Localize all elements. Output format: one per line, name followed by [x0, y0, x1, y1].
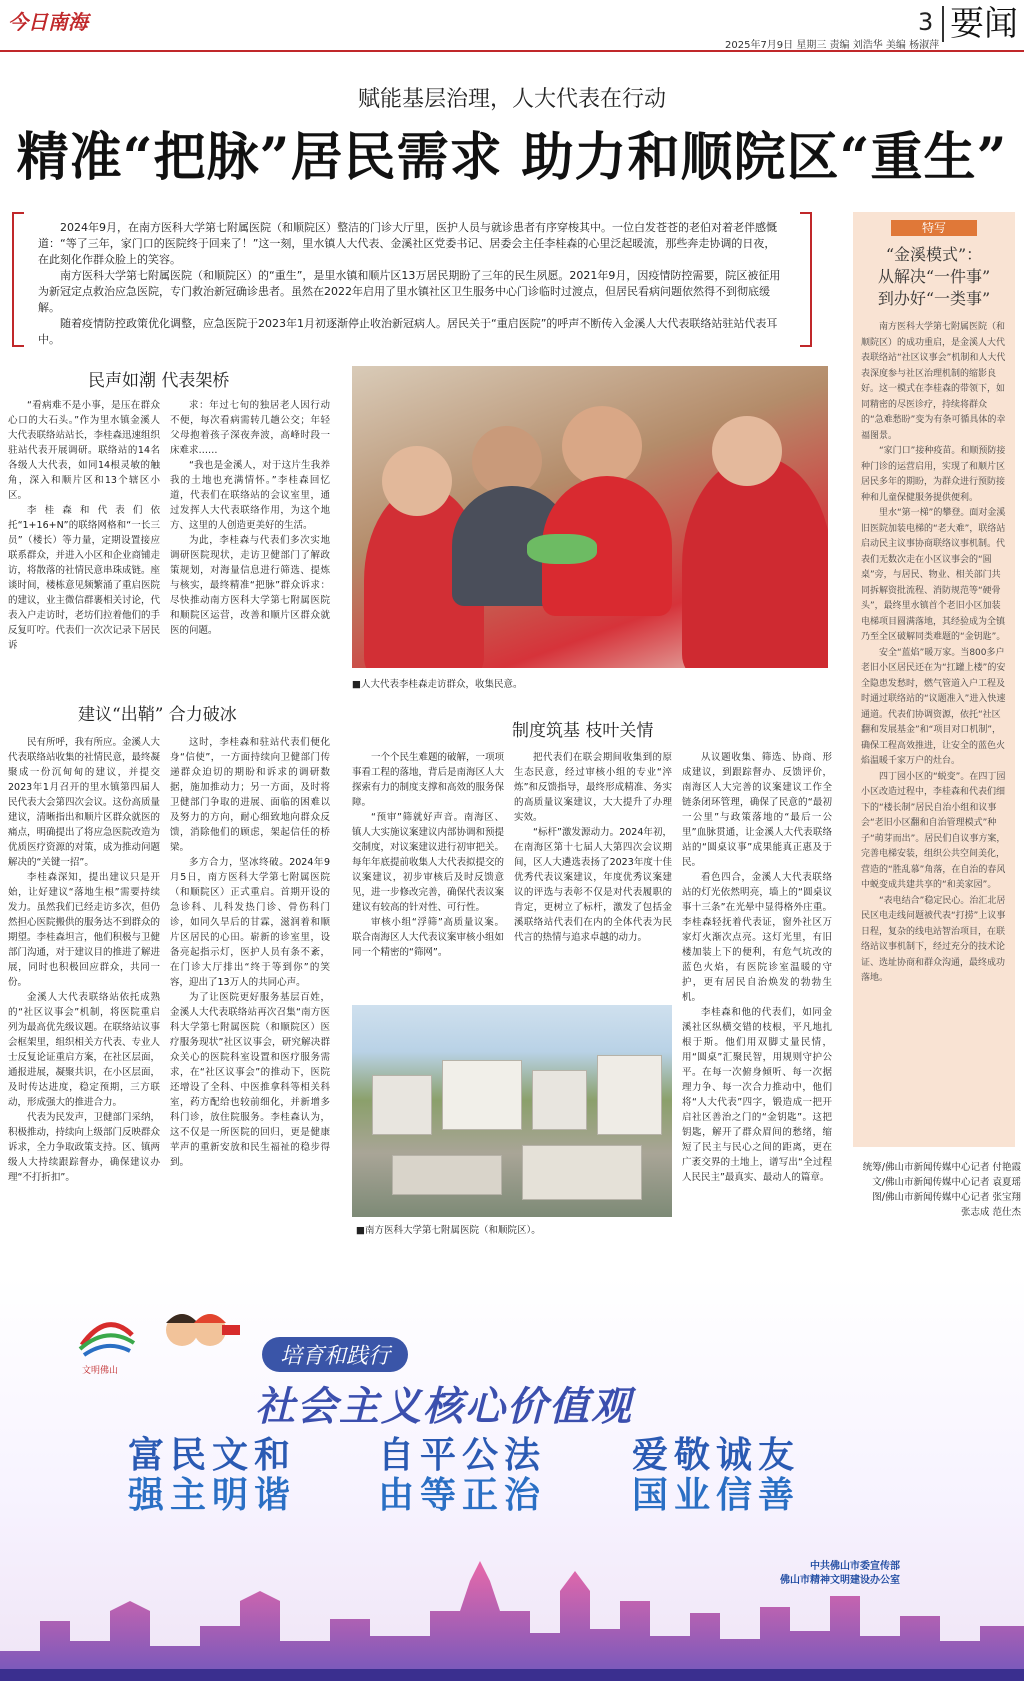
feature-title-line: “金溪模式”： [885, 245, 983, 264]
photo-hospital-aerial [352, 1005, 672, 1217]
feature-paragraph: 里水“第一梯”的攀登。面对金溪旧医院加装电梯的“老大难”，联络站启动民主议事协商联络议事机制。代表们无数次走在小区议事会的“圆桌”旁，与居民、物业、相关部门共同拆解资批流程、消防规范等“硬骨头”，最终里水镇首个老旧小区加装电梯项目圆满落地，其经验成为全镇乃至全区破解同类难题的“金钥匙”。 [861, 508, 1006, 642]
value-word: 友 善 [758, 1434, 795, 1516]
issue-line: 2025年7月9日 星期三 责编 刘浩华 美编 杨淑萍 [725, 40, 940, 51]
org-line: 佛山市精神文明建设办公室 [780, 1575, 900, 1586]
credit-line: 统筹/佛山市新闻传媒中心记者 付艳霞 [862, 1162, 1021, 1173]
values-group-individual [632, 1435, 794, 1515]
lead-paragraph: 随着疫情防控政策优化调整，应急医院于2023年1月初逐渐停止收治新冠病人。居民关于“重启医院”的呼声不断传入金溪人大代表联络站驻站代表耳中。 [38, 317, 778, 346]
org-line: 中共佛山市委宣传部 [810, 1561, 900, 1572]
body-paragraph: 代表为民发声，卫健部门采纳，积极推动，持续向上级部门反映群众诉求，全力争取政策支持。区、镇两级人大持续跟踪督办，确保建议办理“不打折扣”。 [8, 1112, 160, 1183]
body-paragraph: 求：年过七旬的独居老人因行动不便，每次看病需转几趟公交；年轻父母抱着孩子深夜奔波，高峰时段一床难求…… [170, 400, 330, 456]
body-paragraph: 这时，李桂森和驻站代表们便化身“信使”，一方面持续向卫健部门传递群众迫切的期盼和诉求的调研数据，施加推动力；另一方面，及时将卫健部门争取的进展、面临的困难以及努力的方向，耐心细致地向群众反馈，消除他们的顾虑，架起信任的桥梁。 [170, 737, 330, 853]
feature-tag: 特写 [891, 220, 977, 236]
feature-paragraph: 安全“蓝焰”暖万家。当800多户老旧小区居民还在为“扛罐上楼”的安全隐患发愁时，燃气管道入户工程及时通过联络站的“议题准入”进入快速通道。代表们协调资源，依托“社区翻和发展基金”和“项目对口机制”，确保工程高效推进，让安全的蓝色火焰温暖千家万户的灶台。 [861, 647, 1006, 766]
feature-body [861, 320, 1007, 987]
lead-box [12, 212, 812, 347]
body-paragraph: 为此，李桂森与代表们多次实地调研医院现状，走访卫健部门了解政策规划，对海量信息进行筛选、提炼与核实，最终精准“把脉”群众诉求：尽快推动南方医科大学第七附属医院和顺院区运营，改善和顺片区群众就医的问题。 [170, 535, 330, 636]
feature-title-line: 从解决“一件事” [877, 267, 991, 286]
body-paragraph: 李桂森深知，提出建议只是开始，让好建议“落地生根”需要持续发力。虽然我们已经走访多次，但仍然担心医院搬供的服务达不到群众的期望。李桂森坦言，他们积极与卫健部门沟通，对于建议目的推进了解进展，同时也积极回应群众，共同一份。 [8, 872, 160, 988]
banner-subtitle: 培育和践行 [262, 1337, 408, 1372]
value-word: 公 正 [462, 1434, 499, 1516]
body-paragraph: 李桂森和代表们依托“1+16+N”的联络网格和“一长三员”（楼长）等力量，定期设置接应联系群众，并进入小区和企业商铺走访，将散落的社情民意串珠成链。座谈时间，楼栋意见频繁涌了重启医院的建议，业主微信群裹相关讨论，代表入户走访时，老坊们拉着他们的手反复叮咛。代表们一次次记录下居民诉 [8, 505, 160, 651]
values-group-national [128, 1435, 290, 1515]
text-column [8, 398, 160, 666]
feature-paragraph: “表电结合”稳定民心。治汇北居民区电走线问题被代表“打捞”上议事日程，复杂的线电站智治项目，在联络站议事机制下，经过充分的技术论证、选址协商和群众沟通，最终成功落地。 [861, 895, 1006, 983]
feature-paragraph: 南方医科大学第七附属医院（和顺院区）的成功重启，是金溪人大代表联络站“社区议事会”机制和人大代表深度参与社区治理机制的缩影良好。这一模式在李桂森的带领下，如同精密的尽医诊疗，持续将群众的“急难愁盼”变为有条可循具体的幸福图景。 [861, 322, 1006, 441]
city-skyline-icon [0, 1541, 1024, 1681]
body-paragraph: 一个个民生难题的破解，一项项事看工程的落地，背后是南海区人大探索有力的制度支撑和高效的服务保障。 [352, 752, 504, 808]
section-name: 要闻 [942, 6, 1018, 42]
section-heading-2: 建议“出鞘” 合力破冰 [78, 705, 237, 725]
feature-paragraph: “家门口”接种疫苗。和顺预防接种门诊的运营启用，实现了和顺片区居民多年的期盼，为群众进行预防接种和儿童保健服务提供便利。 [861, 446, 1006, 503]
feature-paragraph: 四丁园小区的“蜕变”。在四丁园小区改造过程中，李桂森和代表们细下的“楼长制”居民自治小组和议事会“老旧小区翻和自治管理模式”种子“萌芽而出”。居民们自议事方案，完善电梯安装，组织公共空间美化，营造的“胜乱慕”角落，在自治的春风中蜕变成共建共享的“和美家园”。 [861, 771, 1006, 890]
byline-credits [853, 1160, 1021, 1220]
logo-text: 文明佛山 [82, 1366, 119, 1376]
text-column [682, 750, 832, 1250]
masthead [0, 0, 1024, 52]
body-paragraph: “预审”筛就好声音。南海区、镇人大实施议案建议内部协调和预提交制度，对议案建议进行初审把关。每年年底提前收集人大代表拟提交的议案建议，初步审核后及时反馈意见，进一步修改完善，确保代表议案建议有较高的针对性、可行性。 [352, 812, 504, 913]
text-column [514, 750, 672, 1000]
body-paragraph: 看色四合，金溪人大代表联络站的灯光依然明亮，墙上的“圆桌议事十三条”在光晕中显得格外庄重。李桂森轻抚着代表证，窗外社区万家灯火渐次点亮。这灯光里，有旧楼加装上下的便利，有危气坑改的蓝色火焰，有医院诊室温暖的守护，更有居民自治焕发的勃勃生机。 [682, 872, 832, 1003]
lead-paragraph: 南方医科大学第七附属医院（和顺院区）的“重生”，是里水镇和顺片区13万居民期盼了三年的民生夙愿。2021年9月，因疫情防控需要，院区被征用为新冠定点救治应急医院，专门救治新冠确诊患者。虽然在2022年启用了里水镇社区卫生服务中心门诊临时过渡点，但居民看病问题依然得不到彻底缓解。 [38, 269, 781, 314]
section-heading-3: 制度筑基 枝叶关情 [512, 721, 654, 741]
article-kicker: 赋能基层治理，人大代表在行动 [357, 87, 666, 112]
body-paragraph: 从议题收集、筛选、协商、形成建议，到跟踪督办、反馈评价，南海区人大完善的议案建议工作全链条闭环管理，确保了民意的“最初一公里”与政策落地的“最后一公里”血脉贯通，让金溪人大代表联络站的“圆桌议事”成果能真正惠及于民。 [682, 752, 832, 868]
text-column [170, 735, 330, 1250]
body-paragraph: 审核小组“浮筛”高质量议案。联合南海区人大代表议案审核小组如同一个精密的“筛网”。 [352, 917, 504, 958]
photo-caption: ■人大代表李桂森走访群众，收集民意。 [352, 679, 523, 690]
credit-line: 文/佛山市新闻传媒中心记者 袁夏瑶 [872, 1177, 1021, 1188]
value-word: 民 主 [170, 1434, 207, 1516]
credit-line: 张志成 范仕杰 [960, 1207, 1021, 1218]
core-values-banner [0, 1275, 1024, 1681]
body-paragraph: “标杆”激发源动力。2024年初，在南海区第十七届人大第四次会议期间，区人大遴选表扬了2023年度十佳优秀代表议案建议，年度优秀议案建议的评选与表彰不仅是对代表履职的肯定，更树立了标杆，激发了包括金溪联络站代表们在内的全体代表为民代言的热情与追求卓越的动力。 [514, 827, 672, 943]
body-paragraph: 民有所呼，我有所应。金溪人大代表联络站收集的社情民意，最终凝聚成一份沉甸甸的建议，并提交2023年1月召开的里水镇第四届人民代表大会第四次会议。这份高质量建议，清晰指出和顺片区群众就医的痛点，明确提出了将应急医院改造为优质医疗资源的对策，成为推动问题解决的“关键一招”。 [8, 737, 160, 868]
value-word: 和 谐 [254, 1434, 291, 1516]
body-paragraph: “我也是金溪人，对于这片生我养我的土地也充满情怀。”李桂森回忆道，代表们在联络站的会议室里，通过发挥人大代表联络作用，为这个地方、这里的人创造更美好的生活。 [170, 460, 330, 531]
value-word: 文 明 [212, 1434, 249, 1516]
body-paragraph: “看病难不是小事，是压在群众心口的大石头。”作为里水镇金溪人大代表联络站站长，李桂森迅速组织驻站代表开展调研。联络站的14名各级人大代表，如同14根灵敏的触角，深入和顺片区和13个辖区小区。 [8, 400, 160, 501]
page-number: 3 [918, 8, 934, 36]
section-heading-1: 民声如潮 代表架桥 [88, 371, 230, 391]
civilization-logo-icon [72, 1305, 142, 1365]
article-headline: 精准“把脉”居民需求 助力和顺院区“重生” [16, 127, 1008, 188]
feature-title-line: 到办好“一类事” [877, 289, 991, 308]
banner-title: 社会主义核心价值观 [255, 1384, 633, 1430]
feature-title [861, 244, 1007, 310]
paper-logo: 今日南海 [8, 10, 88, 34]
feature-sidebar [853, 212, 1015, 1147]
value-word: 敬 业 [674, 1434, 711, 1516]
body-paragraph: 李桂森和他的代表们，如同金溪社区纵横交错的枝根，平凡地扎根于斯。他们用双脚丈量民情，用“圆桌”汇聚民智，用规则守护公平。在每一次俯身倾听、每一次据理力争、每一次合力推动中，他们将“人大代表”四字，锻造成一把开启社区善治之门的“金钥匙”。这把钥匙，解开了群众眉间的愁绪，缩短了民主与民心之间的距离，更在广袤交界的土地上，谱写出“全过程人民民主”最真实、最动人的篇章。 [682, 1007, 832, 1183]
text-column [170, 398, 330, 666]
values-group-society [378, 1435, 540, 1515]
value-word: 诚 信 [716, 1434, 753, 1516]
mascot-icon [152, 1305, 242, 1365]
value-word: 平 等 [420, 1434, 457, 1516]
photo-caption: ■南方医科大学第七附属医院（和顺院区）。 [356, 1225, 541, 1236]
lead-paragraph: 2024年9月，在南方医科大学第七附属医院（和顺院区）整洁的门诊大厅里，医护人员与就诊患者有序穿梭其中。一位白发苍苍的老伯对着老伴感慨道：“等了三年，家门口的医院终于回来了！”这一刻，里水镇人大代表、金溪社区党委书记、居委会主任李桂森的心里泛起暖流，那些奔走协调的日夜，在此刻化作群众脸上的笑容。 [38, 221, 777, 266]
body-paragraph: 金溪人大代表联络站依托成熟的“社区议事会”机制，将医院重启列为最高优先级议题。在联络站议事会框架里，组织相关方代表、专业人士反复论证重启方案，在社区层面，通报进展，凝聚共识，在小区层面，及时传达进度，稳定预期，三方联动，形成强大的推进合力。 [8, 992, 160, 1108]
value-word: 法 治 [504, 1434, 541, 1516]
value-word: 爱 国 [632, 1434, 669, 1516]
value-word: 自 由 [378, 1434, 415, 1516]
credit-line: 图/佛山市新闻传媒中心记者 张宝翔 [872, 1192, 1021, 1203]
body-paragraph: 把代表们在联会期间收集到的原生态民意，经过审核小组的专业“淬炼”和反馈指导，最终形成精准、务实的高质量议案建议，大大提升了办理实效。 [514, 752, 672, 823]
body-paragraph: 为了让医院更好服务基层百姓，金溪人大代表联络站再次召集“南方医科大学第七附属医院（和顺院区）医疗服务现状”社区议事会，研究解决群众关心的医院科室设置和医疗服务需求，在“社区议事会”的推动下，医院还增设了全科、中医推拿科等相关科室，药方配给也较前细化，并新增多科门诊，放住院服务。李桂森认为，这不仅是一所医院的回归，更是健康苹声的重新安放和民生福祉的稳步得到。 [170, 992, 330, 1168]
text-column [352, 750, 504, 1000]
photo-visit-residents [352, 366, 828, 668]
value-word: 富 强 [128, 1434, 165, 1516]
text-column [8, 735, 160, 1250]
body-paragraph: 多方合力，坚冰终破。2024年9月5日，南方医科大学第七附属医院（和顺院区）正式重启。首期开设的急诊科、儿科发热门诊、骨伤科门诊，如同久旱后的甘霖，滋润着和顺片区居民的心田。崭新的诊室里，设备亮起指示灯，医护人员有条不紊，在门诊大厅排出“终于等到你”的笑容，迎出了13万人的共同心声。 [170, 857, 330, 988]
